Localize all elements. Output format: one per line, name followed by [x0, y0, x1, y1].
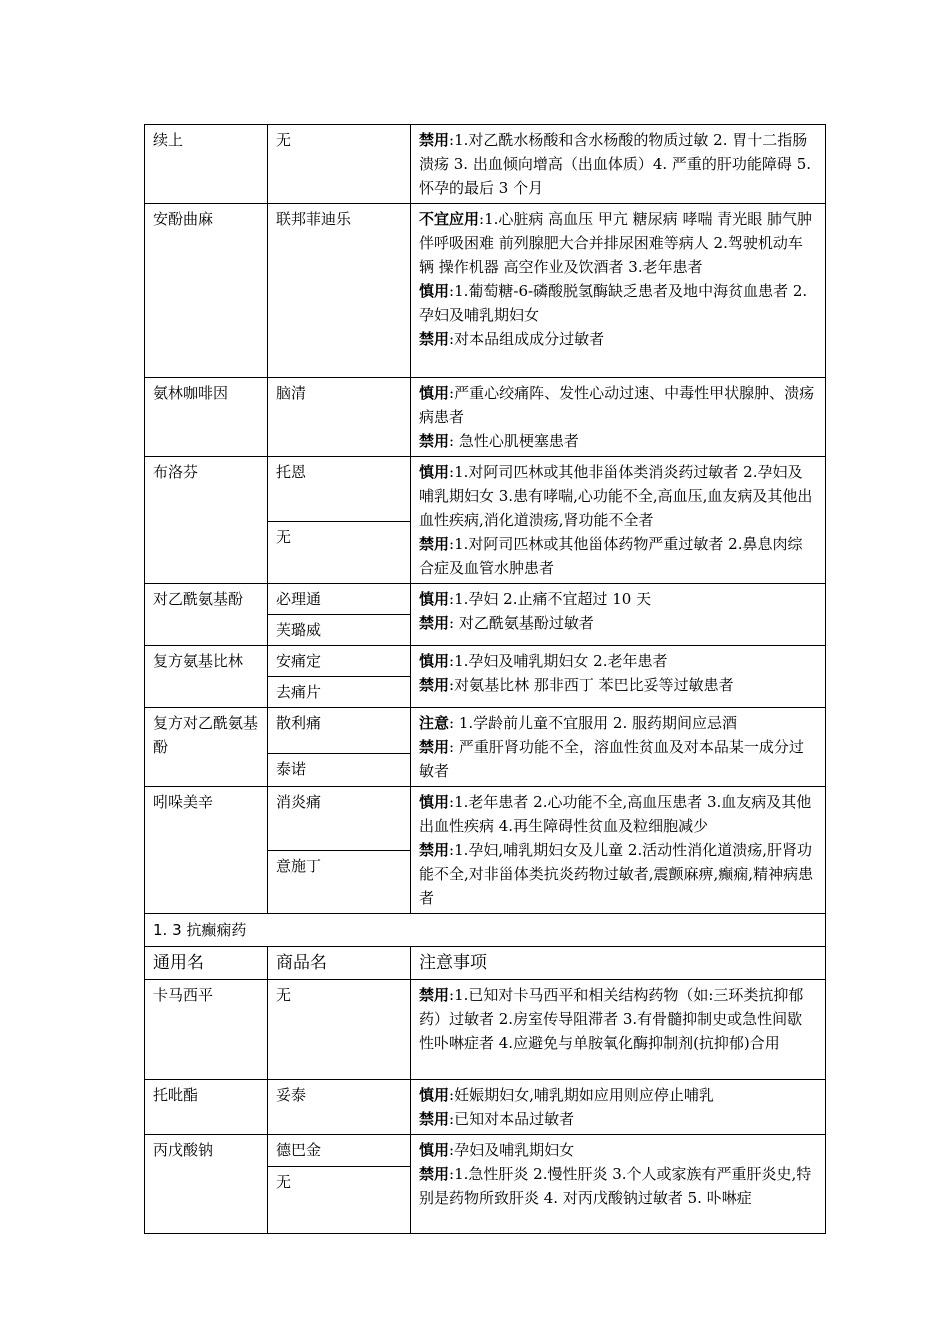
brand-name-cell: 安痛定	[268, 646, 411, 677]
generic-name-cell: 安酚曲麻	[145, 204, 268, 378]
brand-name-cell: 德巴金	[268, 1135, 411, 1167]
precautions-cell	[411, 584, 826, 646]
precaution-entry	[419, 327, 817, 351]
precaution-text: :孕妇及哺乳期妇女	[449, 1141, 575, 1159]
precaution-label: 禁用	[419, 432, 450, 450]
precaution-label: 慎用	[419, 590, 450, 608]
precaution-entry	[419, 429, 817, 453]
precautions-cell	[411, 787, 826, 914]
brand-name-cell: 消炎痛	[268, 787, 411, 851]
precaution-label: 慎用	[419, 652, 450, 670]
precaution-text: :1.葡萄糖-6-磷酸脱氢酶缺乏患者及地中海贫血患者 2.孕妇及哺乳期妇女	[419, 282, 808, 324]
precaution-entry	[419, 1107, 817, 1131]
table-header-row	[145, 947, 826, 980]
precaution-text: :1.孕妇,哺乳期妇女及儿童 2.活动性消化道溃疡,肝肾功能不全,对非甾体类抗炎药物过敏者,震颤麻痹,癫痫,精神病患者	[419, 841, 814, 907]
precautions-cell	[411, 378, 826, 457]
precaution-entry	[419, 1138, 817, 1162]
generic-name-cell: 吲哚美辛	[145, 787, 268, 914]
table-row	[145, 646, 826, 677]
table-row	[145, 378, 826, 457]
precaution-entry	[419, 983, 817, 1055]
generic-name-cell: 对乙酰氨基酚	[145, 584, 268, 646]
precaution-label: 慎用	[419, 1141, 450, 1159]
precaution-entry	[419, 381, 817, 429]
brand-name-cell: 必理通	[268, 584, 411, 615]
precaution-label: 慎用	[419, 1086, 450, 1104]
precaution-text: :1.急性肝炎 2.慢性肝炎 3.个人或家族有严重肝炎史,特别是药物所致肝炎 4. 对丙戊酸钠过敏者 5. 卟啉症	[419, 1165, 812, 1207]
precaution-text: :1.对阿司匹林或其他甾体药物严重过敏者 2.鼻息肉综合症及血管水肿患者	[419, 535, 803, 577]
brand-name-cell: 去痛片	[268, 677, 411, 708]
brand-name-cell: 散利痛	[268, 708, 411, 754]
precaution-text: :对氨基比林 那非西丁 苯巴比妥等过敏患者	[449, 676, 734, 694]
precaution-label: 注意	[419, 714, 450, 732]
precautions-cell	[411, 708, 826, 787]
brand-name-cell: 无	[268, 522, 411, 584]
precaution-text: :1.孕妇 2.止痛不宜超过 10 天	[449, 590, 652, 608]
precaution-label: 禁用	[419, 841, 450, 859]
generic-name-cell: 复方氨基比林	[145, 646, 268, 708]
precaution-text: :1.老年患者 2.心功能不全,高血压患者 3.血友病及其他出血性疾病 4.再生障碍性贫血及粒细胞减少	[419, 793, 812, 835]
table-row	[145, 1080, 826, 1135]
precautions-cell	[411, 457, 826, 584]
header-brand-name: 商品名	[268, 947, 411, 980]
brand-name-cell: 意施丁	[268, 850, 411, 914]
precaution-label: 慎用	[419, 793, 450, 811]
generic-name-cell: 托吡酯	[145, 1080, 268, 1135]
precaution-label: 禁用	[419, 676, 450, 694]
table-row	[145, 787, 826, 851]
precaution-entry	[419, 673, 817, 697]
table-row	[145, 1135, 826, 1167]
precaution-text: :对本品组成成分过敏者	[449, 330, 605, 348]
precaution-label: 禁用	[419, 1110, 450, 1128]
precaution-text: :1.对乙酰水杨酸和含水杨酸的物质过敏 2. 胃十二指肠溃疡 3. 出血倾向增高（出血体质）4. 严重的肝功能障碍 5. 怀孕的最后 3 个月	[419, 131, 812, 197]
brand-name-cell: 芙璐威	[268, 615, 411, 646]
precaution-text: :1.对阿司匹林或其他非甾体类消炎药过敏者 2.孕妇及哺乳期妇女 3.患有哮喘,心功能不全,高血压,血友病及其他出血性疾病,消化道溃疡,肾功能不全者	[419, 463, 813, 529]
section-title: 1. 3 抗癫痫药	[145, 914, 826, 947]
precautions-cell	[411, 204, 826, 378]
brand-name-cell: 联邦菲迪乐	[268, 204, 411, 378]
precaution-entry	[419, 532, 817, 580]
precaution-entry	[419, 838, 817, 910]
generic-name-cell: 复方对乙酰氨基酚	[145, 708, 268, 787]
generic-name-cell: 丙戊酸钠	[145, 1135, 268, 1234]
precautions-cell	[411, 125, 826, 204]
precaution-entry	[419, 711, 817, 735]
precaution-entry	[419, 1083, 817, 1107]
precaution-label: 禁用	[419, 535, 450, 553]
precaution-text: : 对乙酰氨基酚过敏者	[449, 614, 594, 632]
table-row	[145, 457, 826, 522]
precaution-text: :1.已知对卡马西平和相关结构药物（如:三环类抗抑郁药）过敏者 2.房室传导阻滞者 3.有骨髓抑制史或急性间歇性卟啉症者 4.应避免与单胺氧化酶抑制剂(抗抑郁)合用	[419, 986, 804, 1052]
precaution-label: 禁用	[419, 131, 450, 149]
precaution-text: :严重心绞痛阵、发性心动过速、中毒性甲状腺肿、溃疡病患者	[419, 384, 815, 426]
drug-precautions-table	[144, 124, 826, 1234]
precaution-entry	[419, 460, 817, 532]
brand-name-cell: 泰诺	[268, 754, 411, 787]
generic-name-cell: 卡马西平	[145, 980, 268, 1080]
precaution-text: : 1.学龄前儿童不宜服用 2. 服药期间应忌酒	[449, 714, 737, 732]
precaution-entry	[419, 790, 817, 838]
generic-name-cell: 氨林咖啡因	[145, 378, 268, 457]
brand-name-cell: 无	[268, 125, 411, 204]
precaution-label: 禁用	[419, 986, 450, 1004]
table-row	[145, 980, 826, 1080]
precautions-cell	[411, 1135, 826, 1234]
table-row	[145, 125, 826, 204]
precaution-text: : 严重肝肾功能不全，溶血性贫血及对本品某一成分过敏者	[419, 738, 804, 780]
precaution-label: 禁用	[419, 738, 450, 756]
precaution-text: :妊娠期妇女,哺乳期如应用则应停止哺乳	[449, 1086, 714, 1104]
section-row	[145, 914, 826, 947]
precautions-cell	[411, 1080, 826, 1135]
precaution-label: 禁用	[419, 330, 450, 348]
precaution-label: 禁用	[419, 614, 450, 632]
header-precautions: 注意事项	[411, 947, 826, 980]
brand-name-cell: 托恩	[268, 457, 411, 522]
precautions-cell	[411, 646, 826, 708]
generic-name-cell: 续上	[145, 125, 268, 204]
precautions-cell	[411, 980, 826, 1080]
precaution-entry	[419, 1162, 817, 1210]
header-generic-name: 通用名	[145, 947, 268, 980]
precaution-entry	[419, 587, 817, 611]
precaution-text: :1.孕妇及哺乳期妇女 2.老年患者	[449, 652, 668, 670]
precaution-entry	[419, 611, 817, 635]
precaution-entry	[419, 279, 817, 327]
precaution-label: 慎用	[419, 384, 450, 402]
table-row	[145, 708, 826, 754]
precaution-text: :1.心脏病 高血压 甲亢 糖尿病 哮喘 青光眼 肺气肿伴呼吸困难 前列腺肥大合并排尿困难等病人 2.驾驶机动车辆 操作机器 高空作业及饮酒者 3.老年患者	[419, 210, 812, 276]
table-row	[145, 584, 826, 615]
precaution-text: : 急性心肌梗塞患者	[449, 432, 579, 450]
precaution-entry	[419, 128, 817, 200]
precaution-entry	[419, 207, 817, 279]
precaution-entry	[419, 735, 817, 783]
precaution-text: :已知对本品过敏者	[449, 1110, 575, 1128]
brand-name-cell: 无	[268, 1167, 411, 1234]
precaution-label: 慎用	[419, 282, 450, 300]
brand-name-cell: 妥泰	[268, 1080, 411, 1135]
table-row	[145, 204, 826, 378]
generic-name-cell: 布洛芬	[145, 457, 268, 584]
precaution-label: 不宜应用	[419, 210, 480, 228]
brand-name-cell: 无	[268, 980, 411, 1080]
precaution-label: 禁用	[419, 1165, 450, 1183]
precaution-entry	[419, 649, 817, 673]
brand-name-cell: 脑清	[268, 378, 411, 457]
precaution-label: 慎用	[419, 463, 450, 481]
